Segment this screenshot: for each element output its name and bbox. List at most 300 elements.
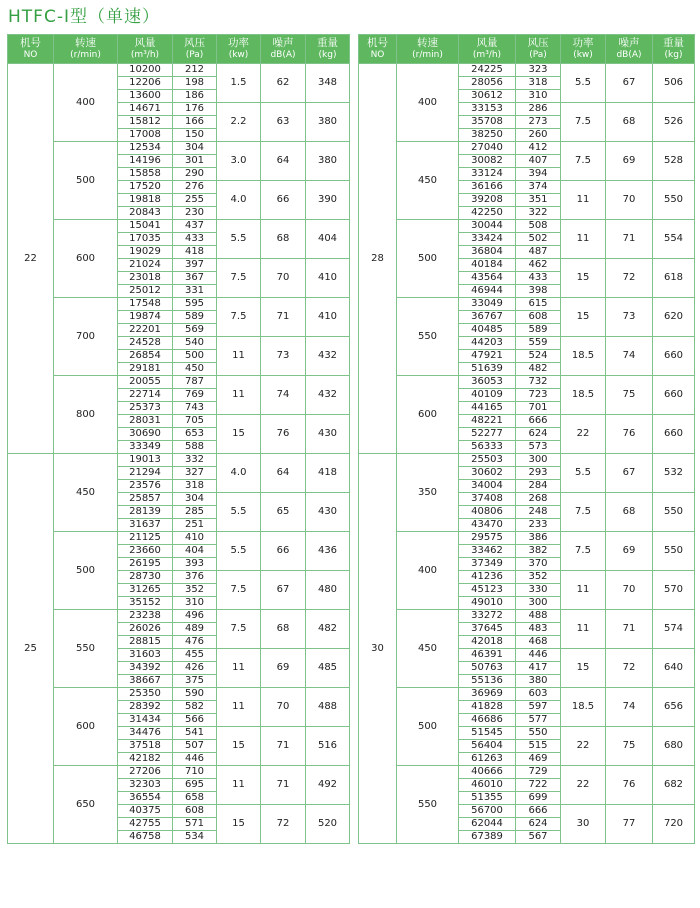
- pressure-cell: 376: [173, 571, 217, 584]
- weight-cell: 506: [653, 64, 695, 103]
- noise-cell: 74: [261, 376, 306, 415]
- airflow-cell: 36804: [459, 246, 516, 259]
- pressure-cell: 603: [516, 688, 561, 701]
- pressure-cell: 705: [173, 415, 217, 428]
- airflow-cell: 22714: [118, 389, 173, 402]
- header-noise: [606, 35, 653, 64]
- weight-cell: 380: [306, 103, 350, 142]
- speed-cell: 450: [54, 454, 118, 532]
- pressure-cell: 446: [173, 753, 217, 766]
- noise-cell: 67: [261, 571, 306, 610]
- power-cell: 22: [561, 415, 606, 454]
- header-unit: NO: [23, 50, 38, 60]
- weight-cell: 436: [306, 532, 350, 571]
- machine-no-cell: 22: [8, 64, 54, 454]
- table-row: [8, 64, 350, 77]
- power-cell: 18.5: [561, 337, 606, 376]
- airflow-cell: 46758: [118, 831, 173, 844]
- power-cell: 3.0: [217, 142, 261, 181]
- pressure-cell: 260: [516, 129, 561, 142]
- speed-cell: 600: [397, 376, 459, 454]
- airflow-cell: 51545: [459, 727, 516, 740]
- pressure-cell: 255: [173, 194, 217, 207]
- pressure-cell: 732: [516, 376, 561, 389]
- airflow-cell: 28139: [118, 506, 173, 519]
- noise-cell: 71: [606, 610, 653, 649]
- weight-cell: 430: [306, 415, 350, 454]
- pressure-cell: 276: [173, 181, 217, 194]
- noise-cell: 70: [606, 181, 653, 220]
- weight-cell: 620: [653, 298, 695, 337]
- airflow-cell: 26195: [118, 558, 173, 571]
- weight-cell: 516: [306, 727, 350, 766]
- airflow-cell: 37645: [459, 623, 516, 636]
- header-unit: dB(A): [270, 50, 296, 60]
- airflow-cell: 27040: [459, 142, 516, 155]
- airflow-cell: 20843: [118, 207, 173, 220]
- table-row: [8, 766, 350, 779]
- airflow-cell: 48221: [459, 415, 516, 428]
- airflow-cell: 19818: [118, 194, 173, 207]
- airflow-cell: 40375: [118, 805, 173, 818]
- pressure-cell: 710: [173, 766, 217, 779]
- table-row: [359, 532, 695, 545]
- weight-cell: 432: [306, 337, 350, 376]
- noise-cell: 69: [606, 142, 653, 181]
- noise-cell: 73: [261, 337, 306, 376]
- header-unit: (Pa): [185, 50, 204, 60]
- noise-cell: 71: [261, 298, 306, 337]
- airflow-cell: 12534: [118, 142, 173, 155]
- header-label: 机号: [20, 37, 41, 49]
- weight-cell: 656: [653, 688, 695, 727]
- pressure-cell: 589: [173, 311, 217, 324]
- airflow-cell: 33272: [459, 610, 516, 623]
- weight-cell: 418: [306, 454, 350, 493]
- pressure-cell: 394: [516, 168, 561, 181]
- weight-cell: 492: [306, 766, 350, 805]
- pressure-cell: 695: [173, 779, 217, 792]
- weight-cell: 380: [306, 142, 350, 181]
- speed-cell: 500: [54, 532, 118, 610]
- power-cell: 15: [561, 298, 606, 337]
- weight-cell: 480: [306, 571, 350, 610]
- table-row: [359, 64, 695, 77]
- weight-cell: 526: [653, 103, 695, 142]
- airflow-cell: 41828: [459, 701, 516, 714]
- noise-cell: 65: [261, 493, 306, 532]
- pressure-cell: 382: [516, 545, 561, 558]
- speed-cell: 800: [54, 376, 118, 454]
- pressure-cell: 534: [173, 831, 217, 844]
- pressure-cell: 433: [516, 272, 561, 285]
- airflow-cell: 46010: [459, 779, 516, 792]
- pressure-cell: 550: [516, 727, 561, 740]
- airflow-cell: 36969: [459, 688, 516, 701]
- airflow-cell: 62044: [459, 818, 516, 831]
- pressure-cell: 488: [516, 610, 561, 623]
- spec-table-right: [358, 34, 695, 844]
- noise-cell: 75: [606, 727, 653, 766]
- noise-cell: 77: [606, 805, 653, 844]
- pressure-cell: 198: [173, 77, 217, 90]
- speed-cell: 650: [54, 766, 118, 844]
- pressure-cell: 286: [516, 103, 561, 116]
- airflow-cell: 14671: [118, 103, 173, 116]
- airflow-cell: 20055: [118, 376, 173, 389]
- pressure-cell: 571: [173, 818, 217, 831]
- power-cell: 11: [561, 220, 606, 259]
- noise-cell: 73: [606, 298, 653, 337]
- header-unit: (kg): [664, 50, 683, 60]
- header-label: 噪声: [272, 37, 294, 49]
- airflow-cell: 27206: [118, 766, 173, 779]
- pressure-cell: 455: [173, 649, 217, 662]
- noise-cell: 66: [261, 181, 306, 220]
- header-unit: (Pa): [529, 50, 547, 60]
- speed-cell: 550: [397, 766, 459, 844]
- pressure-cell: 418: [173, 246, 217, 259]
- header-label: 风量: [134, 37, 156, 49]
- speed-cell: 700: [54, 298, 118, 376]
- speed-cell: 550: [54, 610, 118, 688]
- header-label: 风压: [527, 37, 549, 49]
- weight-cell: 348: [306, 64, 350, 103]
- header-machine-no: [8, 35, 54, 64]
- pressure-cell: 615: [516, 298, 561, 311]
- airflow-cell: 56404: [459, 740, 516, 753]
- pressure-cell: 540: [173, 337, 217, 350]
- speed-cell: 600: [54, 688, 118, 766]
- pressure-cell: 331: [173, 285, 217, 298]
- header-unit: NO: [370, 50, 385, 60]
- power-cell: 5.5: [217, 532, 261, 571]
- header-speed: [54, 35, 118, 64]
- pressure-cell: 398: [516, 285, 561, 298]
- airflow-cell: 17520: [118, 181, 173, 194]
- power-cell: 18.5: [561, 376, 606, 415]
- airflow-cell: 40184: [459, 259, 516, 272]
- header-unit: (r/min): [70, 50, 101, 60]
- airflow-cell: 40806: [459, 506, 516, 519]
- airflow-cell: 33462: [459, 545, 516, 558]
- airflow-cell: 14196: [118, 155, 173, 168]
- noise-cell: 74: [606, 337, 653, 376]
- pressure-cell: 566: [173, 714, 217, 727]
- airflow-cell: 31434: [118, 714, 173, 727]
- pressure-cell: 437: [173, 220, 217, 233]
- pressure-cell: 284: [516, 480, 561, 493]
- pressure-cell: 150: [173, 129, 217, 142]
- pressure-cell: 743: [173, 402, 217, 415]
- weight-cell: 550: [653, 181, 695, 220]
- header-label: 重量: [317, 37, 338, 49]
- pressure-cell: 588: [173, 441, 217, 454]
- airflow-cell: 23660: [118, 545, 173, 558]
- power-cell: 11: [561, 571, 606, 610]
- power-cell: 5.5: [217, 220, 261, 259]
- header-airflow: [118, 35, 173, 64]
- noise-cell: 72: [606, 259, 653, 298]
- airflow-cell: 42250: [459, 207, 516, 220]
- airflow-cell: 10200: [118, 64, 173, 77]
- weight-cell: 410: [306, 259, 350, 298]
- pressure-cell: 380: [516, 675, 561, 688]
- pressure-cell: 590: [173, 688, 217, 701]
- airflow-cell: 28815: [118, 636, 173, 649]
- pressure-cell: 723: [516, 389, 561, 402]
- airflow-cell: 35708: [459, 116, 516, 129]
- pressure-cell: 352: [173, 584, 217, 597]
- airflow-cell: 25857: [118, 493, 173, 506]
- pressure-cell: 541: [173, 727, 217, 740]
- weight-cell: 482: [306, 610, 350, 649]
- noise-cell: 69: [606, 532, 653, 571]
- page-title: HTFC-Ⅰ型（单速）: [8, 7, 160, 27]
- table-row: [8, 532, 350, 545]
- header-label: 噪声: [618, 37, 640, 49]
- airflow-cell: 23018: [118, 272, 173, 285]
- noise-cell: 66: [261, 532, 306, 571]
- airflow-cell: 29575: [459, 532, 516, 545]
- airflow-cell: 40109: [459, 389, 516, 402]
- weight-cell: 640: [653, 649, 695, 688]
- pressure-cell: 666: [516, 805, 561, 818]
- airflow-cell: 32303: [118, 779, 173, 792]
- pressure-cell: 595: [173, 298, 217, 311]
- airflow-cell: 33049: [459, 298, 516, 311]
- machine-no-cell: 28: [359, 64, 397, 454]
- airflow-cell: 13600: [118, 90, 173, 103]
- pressure-cell: 597: [516, 701, 561, 714]
- airflow-cell: 40485: [459, 324, 516, 337]
- pressure-cell: 500: [173, 350, 217, 363]
- power-cell: 7.5: [561, 142, 606, 181]
- power-cell: 11: [217, 766, 261, 805]
- pressure-cell: 304: [173, 493, 217, 506]
- table-row: [8, 610, 350, 623]
- pressure-cell: 370: [516, 558, 561, 571]
- noise-cell: 64: [261, 142, 306, 181]
- pressure-cell: 186: [173, 90, 217, 103]
- header-unit: (m³/h): [472, 50, 502, 60]
- pressure-cell: 577: [516, 714, 561, 727]
- noise-cell: 64: [261, 454, 306, 493]
- pressure-cell: 468: [516, 636, 561, 649]
- power-cell: 22: [561, 766, 606, 805]
- pressure-cell: 507: [173, 740, 217, 753]
- power-cell: 5.5: [561, 64, 606, 103]
- airflow-cell: 22201: [118, 324, 173, 337]
- pressure-cell: 300: [516, 454, 561, 467]
- power-cell: 15: [561, 259, 606, 298]
- pressure-cell: 352: [516, 571, 561, 584]
- noise-cell: 63: [261, 103, 306, 142]
- power-cell: 7.5: [561, 103, 606, 142]
- power-cell: 4.0: [217, 181, 261, 220]
- airflow-cell: 34004: [459, 480, 516, 493]
- airflow-cell: 25012: [118, 285, 173, 298]
- pressure-cell: 450: [173, 363, 217, 376]
- pressure-cell: 393: [173, 558, 217, 571]
- airflow-cell: 28730: [118, 571, 173, 584]
- power-cell: 2.2: [217, 103, 261, 142]
- noise-cell: 67: [606, 64, 653, 103]
- speed-cell: 400: [397, 64, 459, 142]
- airflow-cell: 25503: [459, 454, 516, 467]
- pressure-cell: 433: [173, 233, 217, 246]
- power-cell: 11: [217, 688, 261, 727]
- weight-cell: 432: [306, 376, 350, 415]
- noise-cell: 76: [261, 415, 306, 454]
- pressure-cell: 462: [516, 259, 561, 272]
- noise-cell: 68: [261, 610, 306, 649]
- pressure-cell: 327: [173, 467, 217, 480]
- noise-cell: 72: [606, 649, 653, 688]
- weight-cell: 660: [653, 415, 695, 454]
- pressure-cell: 397: [173, 259, 217, 272]
- airflow-cell: 17548: [118, 298, 173, 311]
- table-row: [8, 688, 350, 701]
- airflow-cell: 39208: [459, 194, 516, 207]
- table-row: [8, 298, 350, 311]
- header-noise: [261, 35, 306, 64]
- noise-cell: 68: [261, 220, 306, 259]
- airflow-cell: 56700: [459, 805, 516, 818]
- airflow-cell: 24528: [118, 337, 173, 350]
- noise-cell: 62: [261, 64, 306, 103]
- machine-no-cell: 25: [8, 454, 54, 844]
- noise-cell: 71: [261, 727, 306, 766]
- airflow-cell: 33424: [459, 233, 516, 246]
- noise-cell: 68: [606, 103, 653, 142]
- power-cell: 15: [217, 805, 261, 844]
- pressure-cell: 374: [516, 181, 561, 194]
- weight-cell: 520: [306, 805, 350, 844]
- pressure-cell: 787: [173, 376, 217, 389]
- power-cell: 11: [217, 649, 261, 688]
- table-row: [359, 610, 695, 623]
- airflow-cell: 19029: [118, 246, 173, 259]
- speed-cell: 350: [397, 454, 459, 532]
- header-power: [561, 35, 606, 64]
- weight-cell: 410: [306, 298, 350, 337]
- pressure-cell: 332: [173, 454, 217, 467]
- pressure-cell: 569: [173, 324, 217, 337]
- table-row: [8, 220, 350, 233]
- noise-cell: 75: [606, 376, 653, 415]
- airflow-cell: 31637: [118, 519, 173, 532]
- airflow-cell: 37408: [459, 493, 516, 506]
- pressure-cell: 573: [516, 441, 561, 454]
- power-cell: 18.5: [561, 688, 606, 727]
- pressure-cell: 582: [173, 701, 217, 714]
- speed-cell: 500: [54, 142, 118, 220]
- pressure-cell: 367: [173, 272, 217, 285]
- power-cell: 7.5: [561, 493, 606, 532]
- noise-cell: 70: [261, 688, 306, 727]
- header-label: 机号: [367, 37, 388, 49]
- pressure-cell: 304: [173, 142, 217, 155]
- noise-cell: 69: [261, 649, 306, 688]
- airflow-cell: 30690: [118, 428, 173, 441]
- airflow-cell: 37349: [459, 558, 516, 571]
- airflow-cell: 28392: [118, 701, 173, 714]
- noise-cell: 70: [606, 571, 653, 610]
- header-unit: (kg): [318, 50, 337, 60]
- pressure-cell: 310: [516, 90, 561, 103]
- power-cell: 7.5: [217, 259, 261, 298]
- header-weight: [653, 35, 695, 64]
- airflow-cell: 35152: [118, 597, 173, 610]
- airflow-cell: 43470: [459, 519, 516, 532]
- power-cell: 7.5: [561, 532, 606, 571]
- pressure-cell: 251: [173, 519, 217, 532]
- pressure-cell: 417: [516, 662, 561, 675]
- speed-cell: 400: [397, 532, 459, 610]
- airflow-cell: 24225: [459, 64, 516, 77]
- airflow-cell: 41236: [459, 571, 516, 584]
- pressure-cell: 567: [516, 831, 561, 844]
- header-unit: (kw): [573, 50, 593, 60]
- airflow-cell: 50763: [459, 662, 516, 675]
- pressure-cell: 212: [173, 64, 217, 77]
- pressure-cell: 268: [516, 493, 561, 506]
- airflow-cell: 43564: [459, 272, 516, 285]
- noise-cell: 67: [606, 454, 653, 493]
- speed-cell: 500: [397, 688, 459, 766]
- table-row: [359, 298, 695, 311]
- weight-cell: 660: [653, 337, 695, 376]
- table-row: [359, 376, 695, 389]
- header-machine-no: [359, 35, 397, 64]
- speed-cell: 450: [397, 610, 459, 688]
- pressure-cell: 508: [516, 220, 561, 233]
- pressure-cell: 699: [516, 792, 561, 805]
- pressure-cell: 301: [173, 155, 217, 168]
- airflow-cell: 44165: [459, 402, 516, 415]
- pressure-cell: 624: [516, 428, 561, 441]
- pressure-cell: 524: [516, 350, 561, 363]
- pressure-cell: 482: [516, 363, 561, 376]
- pressure-cell: 722: [516, 779, 561, 792]
- airflow-cell: 30044: [459, 220, 516, 233]
- speed-cell: 600: [54, 220, 118, 298]
- header-label: 功率: [572, 37, 594, 49]
- noise-cell: 71: [261, 766, 306, 805]
- airflow-cell: 30602: [459, 467, 516, 480]
- weight-cell: 390: [306, 181, 350, 220]
- airflow-cell: 21294: [118, 467, 173, 480]
- weight-cell: 404: [306, 220, 350, 259]
- noise-cell: 68: [606, 493, 653, 532]
- pressure-cell: 446: [516, 649, 561, 662]
- airflow-cell: 38250: [459, 129, 516, 142]
- machine-no-cell: 30: [359, 454, 397, 844]
- noise-cell: 74: [606, 688, 653, 727]
- weight-cell: 618: [653, 259, 695, 298]
- power-cell: 7.5: [217, 571, 261, 610]
- airflow-cell: 12206: [118, 77, 173, 90]
- pressure-cell: 318: [516, 77, 561, 90]
- airflow-cell: 45123: [459, 584, 516, 597]
- airflow-cell: 30082: [459, 155, 516, 168]
- pressure-cell: 608: [173, 805, 217, 818]
- pressure-cell: 176: [173, 103, 217, 116]
- weight-cell: 680: [653, 727, 695, 766]
- airflow-cell: 38667: [118, 675, 173, 688]
- power-cell: 22: [561, 727, 606, 766]
